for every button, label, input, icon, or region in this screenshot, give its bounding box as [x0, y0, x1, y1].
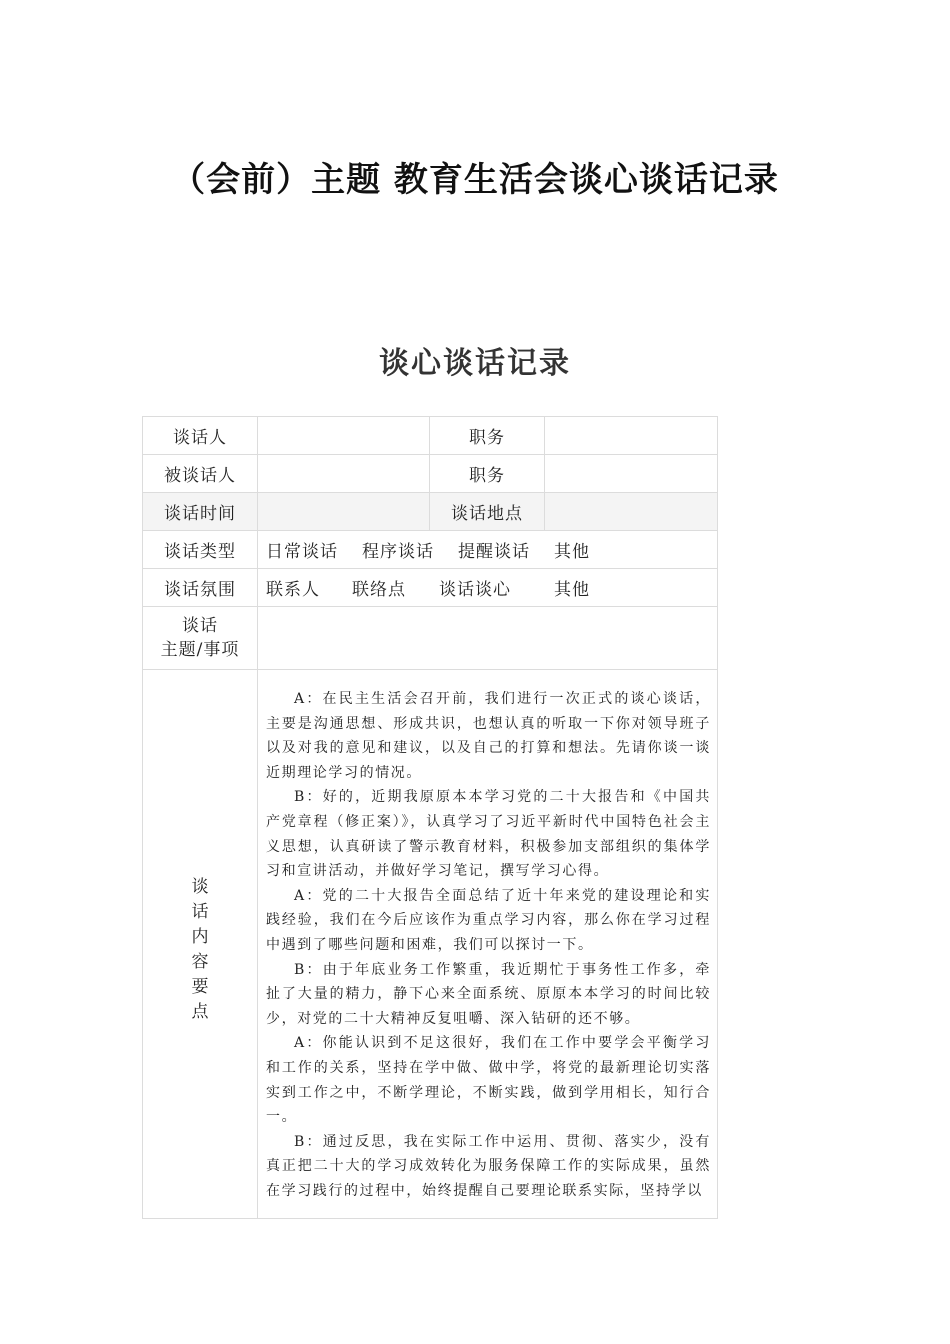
talk-type-option[interactable]: 日常谈话: [266, 542, 338, 562]
table-row-time-place: [143, 493, 718, 531]
talk-time-value[interactable]: [258, 493, 430, 531]
talk-content-label-char: 容: [191, 952, 209, 972]
talk-content-label-char: 要: [191, 977, 209, 997]
dialogue-paragraph: A：你能认识到不足这很好，我们在工作中要学会平衡学习和工作的关系，坚持在学中做、做中学，将党的最新理论切实落实到工作之中，不断学理论，不断实践，做到学用相长，知行合一。: [266, 1035, 711, 1126]
talk-type-options: [258, 531, 718, 569]
talk-topic-label-line1: 谈话: [182, 616, 218, 636]
talk-content-label-char: 谈: [191, 877, 209, 897]
talk-content-cell: [258, 670, 718, 1219]
speaker-position-value[interactable]: [545, 417, 718, 455]
document-title: 谈心谈话记录: [379, 346, 571, 381]
speaker-label: 谈话人: [143, 417, 258, 455]
talk-content-text: [266, 687, 711, 1211]
table-row-atmosphere: [143, 569, 718, 607]
talk-type-option[interactable]: 程序谈话: [362, 542, 434, 562]
talk-type-option[interactable]: 提醒谈话: [458, 542, 530, 562]
table-row-interviewee: [143, 455, 718, 493]
dialogue-paragraph: B：通过反思，我在实际工作中运用、贯彻、落实少，没有真正把二十大的学习成效转化为服务保障工作的实际成果，虽然在学习践行的过程中，始终提醒自己要理论联系实际，坚持学以: [266, 1133, 711, 1199]
atmosphere-option[interactable]: 谈话谈心: [439, 580, 511, 600]
talk-content-label-char: 点: [191, 1002, 209, 1022]
talk-topic-value[interactable]: [258, 607, 718, 670]
speaker-position-label: 职务: [430, 417, 545, 455]
talk-content-label-char: 话: [191, 902, 209, 922]
talk-atmosphere-label: 谈话氛围: [143, 569, 258, 607]
talk-type-option[interactable]: 其他: [554, 542, 590, 562]
dialogue-paragraph: B：好的，近期我原原本本学习党的二十大报告和《中国共产党章程（修正案）》，认真学习了习近平新时代中国特色社会主义思想，认真研读了警示教育材料，积极参加支部组织的集体学习和宣讲活动，并做好学习笔记，撰写学习心得。: [266, 789, 711, 880]
atmosphere-option[interactable]: 其他: [554, 580, 590, 600]
talk-content-label: [143, 670, 258, 1219]
interviewee-value[interactable]: [258, 455, 430, 493]
dialogue-paragraph: A：在民主生活会召开前，我们进行一次正式的谈心谈话，主要是沟通思想、形成共识，也想认真的听取一下你对领导班子以及对我的意见和建议，以及自己的打算和想法。先请你谈一谈近期理论学习的情况。: [266, 691, 711, 781]
speaker-value[interactable]: [258, 417, 430, 455]
main-title: （会前）主题 教育生活会谈心谈话记录: [171, 160, 779, 200]
interviewee-position-value[interactable]: [545, 455, 718, 493]
dialogue-paragraph: A：党的二十大报告全面总结了近十年来党的建设理论和实践经验，我们在今后应该作为重点学习内容，那么你在学习过程中遇到了哪些问题和困难，我们可以探讨一下。: [266, 887, 711, 953]
table-row-content: [143, 670, 718, 1219]
atmosphere-option[interactable]: 联系人: [266, 580, 320, 600]
talk-topic-label-line2: 主题/事项: [160, 640, 240, 660]
talk-content-label-char: 内: [191, 927, 209, 947]
table-row-speaker: [143, 417, 718, 455]
talk-place-value[interactable]: [545, 493, 718, 531]
table-row-topic: [143, 607, 718, 670]
talk-type-label: 谈话类型: [143, 531, 258, 569]
table-row-talk-type: [143, 531, 718, 569]
interviewee-label: 被谈话人: [143, 455, 258, 493]
talk-time-label: 谈话时间: [143, 493, 258, 531]
talk-atmosphere-options: [258, 569, 718, 607]
talk-place-label: 谈话地点: [430, 493, 545, 531]
talk-topic-label: [143, 607, 258, 670]
atmosphere-option[interactable]: 联络点: [352, 580, 406, 600]
dialogue-paragraph: B：由于年底业务工作繁重，我近期忙于事务性工作多，牵扯了大量的精力，静下心来全面系统、原原本本学习的时间比较少，对党的二十大精神反复咀嚼、深入钻研的还不够。: [266, 961, 711, 1027]
interviewee-position-label: 职务: [430, 455, 545, 493]
talk-record-table: [142, 416, 718, 1219]
